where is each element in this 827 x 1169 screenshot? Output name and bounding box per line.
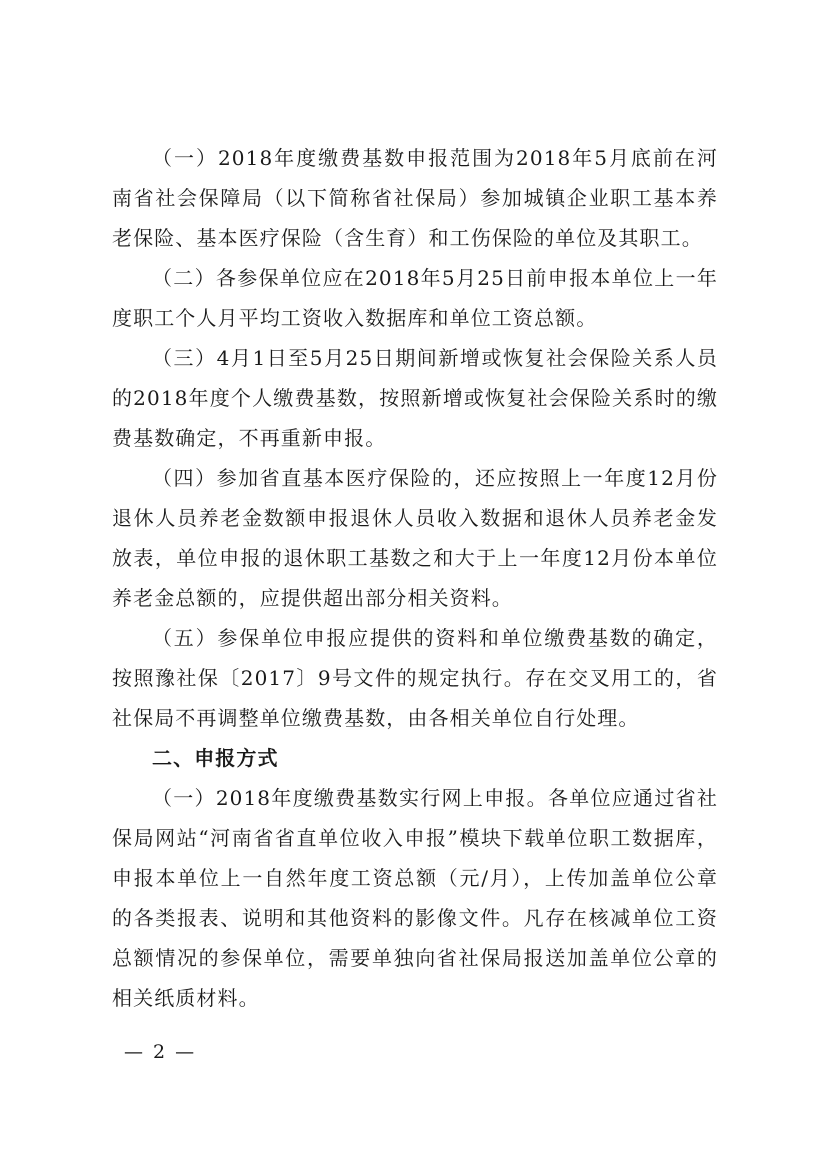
paragraph-new-members: （三）4月1日至5月25日期间新增或恢复社会保险关系人员的2018年度个人缴费基数，按照新增或恢复社会保险关系时的缴费基数确定，不再重新申报。 [112, 346, 718, 450]
page-number: — 2 — [124, 1041, 197, 1063]
paragraph-deadline: （二）各参保单位应在2018年5月25日前申报本单位上一年度职工个人月平均工资收入数据库和单位工资总额。 [112, 266, 718, 330]
paragraph-online-reporting: （一）2018年度缴费基数实行网上申报。各单位应通过省社保局网站“河南省省直单位收入申报”模块下载单位职工数据库，申报本单位上一自然年度工资总额（元/月），上传加盖单位公章的各类报表、说明和其他资料的影像文件。凡存在核减单位工资总额情况的参保单位，需要单独向省社保局报送加盖单位公章的相关纸质材料。 [112, 786, 718, 1010]
paragraph-materials: （五）参保单位申报应提供的资料和单位缴费基数的确定，按照豫社保〔2017〕9号文件的规定执行。存在交叉用工的，省社保局不再调整单位缴费基数，由各相关单位自行处理。 [112, 626, 718, 730]
section-heading-reporting-method: 二、申报方式 [152, 746, 279, 770]
paragraph-medical-insurance: （四）参加省直基本医疗保险的，还应按照上一年度12月份退休人员养老金数额申报退休人员收入数据和退休人员养老金发放表，单位申报的退休职工基数之和大于上一年度12月份本单位养老金总额的，应提供超出部分相关资料。 [112, 466, 718, 610]
paragraph-scope: （一）2018年度缴费基数申报范围为2018年5月底前在河南省社会保障局（以下简称省社保局）参加城镇企业职工基本养老保险、基本医疗保险（含生育）和工伤保险的单位及其职工。 [112, 146, 718, 250]
document-body [112, 138, 718, 1018]
